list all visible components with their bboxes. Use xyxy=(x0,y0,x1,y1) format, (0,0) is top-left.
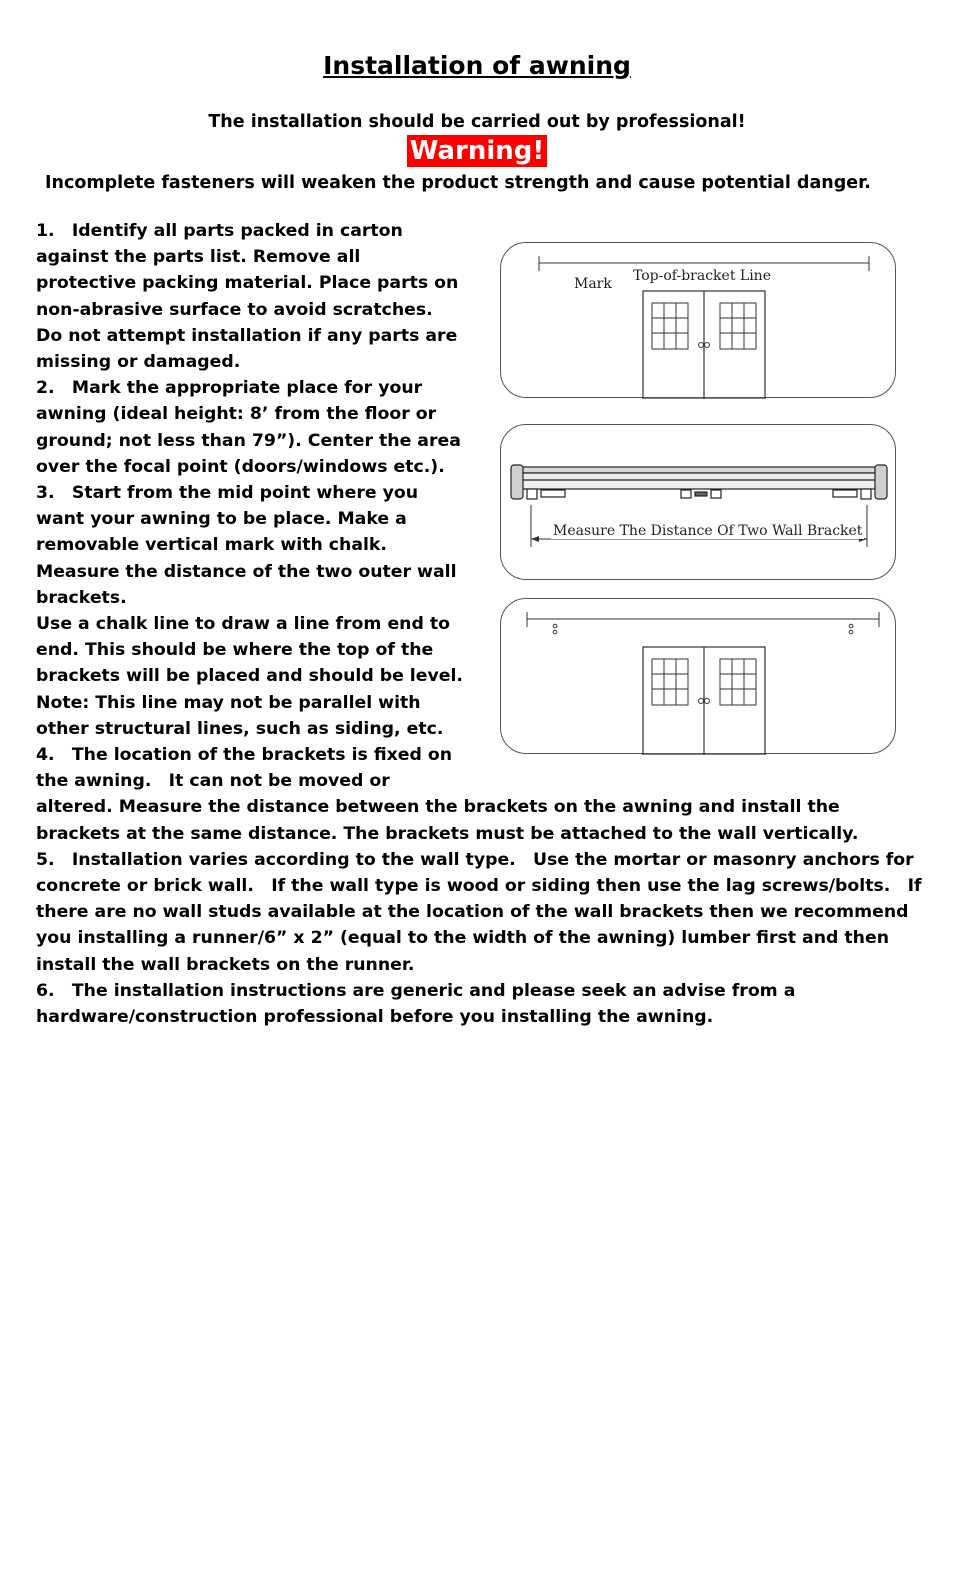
instructions xyxy=(36,218,926,1030)
step-3-continued: Use a chalk line to draw a line from end to end. This should be where the top of the brackets will be placed and should be level. Note: This line may not be parallel with other structural lines, such as siding, etc. xyxy=(36,614,463,739)
step-2: 2. Mark the appropriate place for your awning (ideal height: 8’ from the floor or ground; not less than 79”). Center the area over the focal point (doors/windows etc.). xyxy=(36,378,461,477)
step-5: 5. Installation varies according to the wall type. Use the mortar or masonry anchors for concrete or brick wall. If the wall type is wood or siding then use the lag screws/bolts. If there are no wall studs available at the location of the wall brackets then we recommend you installing a runner/6” x 2” (equal to the width of the awning) lumber first and then install the wall brackets on the runner. xyxy=(36,849,922,975)
figure-spacer xyxy=(464,218,926,778)
step-1: 1. Identify all parts packed in carton against the parts list. Remove all protective packing material. Place parts on non-abrasive surface to avoid scratches. Do not attempt installation if any parts are missing or damaged. xyxy=(36,221,459,373)
professional-notice: The installation should be carried out by professional! xyxy=(208,112,746,132)
step-6: 6. The installation instructions are generic and please seek an advise from a hardware/construction professional before you installing the awning. xyxy=(36,980,796,1028)
warning-banner xyxy=(0,135,954,167)
top-of-bracket-label: Top-of-bracket Line xyxy=(633,268,771,284)
step-4: 4. The location of the brackets is fixed on the awning. It can not be moved or altered. Measure the distance between the brackets on the awning and install the brackets at the same distance. The brackets must be attached to the wall vertically. xyxy=(36,745,859,844)
step-3: 3. Start from the mid point where you want your awning to be place. Make a removable vertical mark with chalk. Measure the distance of the two outer wall brackets. xyxy=(36,483,457,608)
page-title: Installation of awning xyxy=(323,51,631,80)
mark-label: Mark xyxy=(574,276,612,292)
warning-label: Warning! xyxy=(407,135,548,167)
measure-distance-label: Measure The Distance Of Two Wall Bracket xyxy=(553,523,863,539)
caution-text: Incomplete fasteners will weaken the product strength and cause potential danger. xyxy=(45,173,871,193)
